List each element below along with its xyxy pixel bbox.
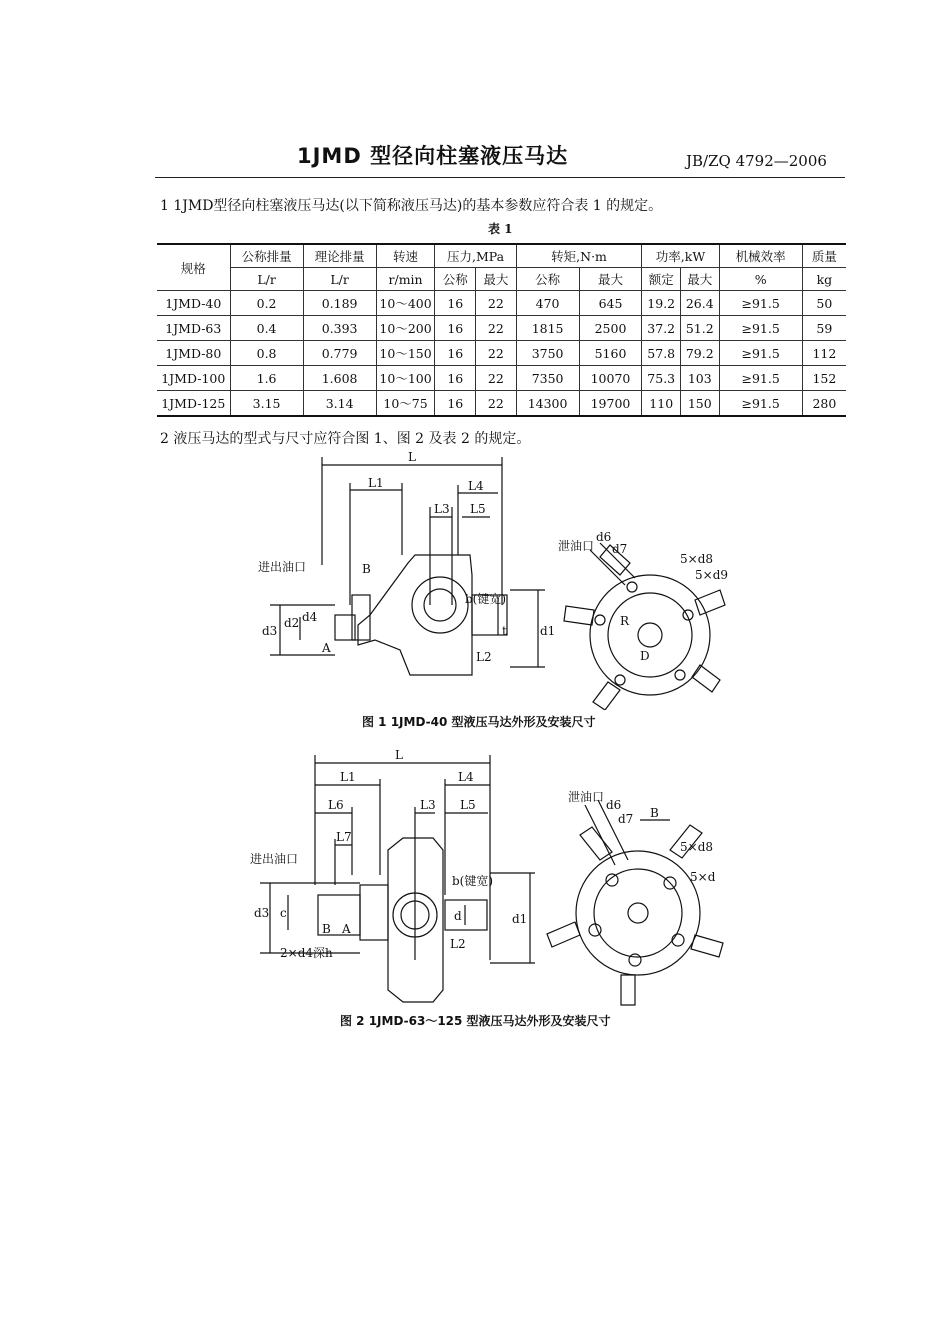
fig1-label-L2: L2 bbox=[476, 650, 492, 664]
table-cell: 10～75 bbox=[376, 391, 435, 417]
table-cell: 79.2 bbox=[681, 341, 720, 366]
table-cell: 1JMD-63 bbox=[157, 316, 230, 341]
table-cell: 16 bbox=[435, 366, 476, 391]
table-header-row-2 bbox=[157, 268, 846, 291]
table-cell: 22 bbox=[476, 341, 517, 366]
table-header-row-1 bbox=[157, 244, 846, 268]
sub-pressure-max: 最大 bbox=[476, 268, 517, 291]
table-cell: 14300 bbox=[516, 391, 579, 417]
table-cell: 16 bbox=[435, 316, 476, 341]
table-row bbox=[157, 366, 846, 391]
table-cell: 103 bbox=[681, 366, 720, 391]
header-mass: 质量 bbox=[802, 244, 846, 268]
table-cell: 19700 bbox=[579, 391, 642, 417]
table-cell: 0.8 bbox=[230, 341, 303, 366]
sub-pressure-nominal: 公称 bbox=[435, 268, 476, 291]
fig1-label-d8: 5×d8 bbox=[680, 552, 714, 566]
fig2-label-d4h: 2×d4深h bbox=[280, 946, 333, 960]
figure-1-drawing bbox=[240, 445, 740, 710]
table-cell: 16 bbox=[435, 291, 476, 316]
sub-power-rated: 额定 bbox=[642, 268, 681, 291]
standard-number: JB/ZQ 4792—2006 bbox=[686, 152, 827, 170]
table-cell: 3750 bbox=[516, 341, 579, 366]
header-spec: 规格 bbox=[157, 244, 230, 291]
fig2-label-d7: d7 bbox=[618, 812, 634, 826]
table-cell: 0.4 bbox=[230, 316, 303, 341]
table-cell: 59 bbox=[802, 316, 846, 341]
fig1-label-d7: d7 bbox=[612, 542, 628, 556]
table-caption: 表 1 bbox=[488, 222, 513, 236]
fig1-label-B: B bbox=[362, 562, 371, 576]
table-cell: 10～150 bbox=[376, 341, 435, 366]
table-cell: 470 bbox=[516, 291, 579, 316]
header-efficiency: 机械效率 bbox=[719, 244, 802, 268]
table-cell: 5160 bbox=[579, 341, 642, 366]
header-speed: 转速 bbox=[376, 244, 435, 268]
fig2-label-d3: d3 bbox=[254, 906, 270, 920]
fig2-label-L6: L6 bbox=[328, 798, 344, 812]
table-cell: 57.8 bbox=[642, 341, 681, 366]
table-cell: ≥91.5 bbox=[719, 291, 802, 316]
header-torque: 转矩,N·m bbox=[516, 244, 642, 268]
table-cell: 280 bbox=[802, 391, 846, 417]
fig1-label-A: A bbox=[322, 641, 331, 655]
table-cell: 0.2 bbox=[230, 291, 303, 316]
table-cell: 22 bbox=[476, 366, 517, 391]
table-cell: ≥91.5 bbox=[719, 366, 802, 391]
fig2-label-A: A bbox=[342, 922, 351, 936]
table-cell: 0.779 bbox=[303, 341, 376, 366]
table-row bbox=[157, 291, 846, 316]
table-cell: ≥91.5 bbox=[719, 391, 802, 417]
table-cell: 1.6 bbox=[230, 366, 303, 391]
table-cell: 0.393 bbox=[303, 316, 376, 341]
fig2-label-d9: 5×d bbox=[690, 870, 716, 884]
header-power: 功率,kW bbox=[642, 244, 719, 268]
table-cell: 22 bbox=[476, 316, 517, 341]
fig2-label-L1: L1 bbox=[340, 770, 356, 784]
fig1-label-L5: L5 bbox=[470, 502, 486, 516]
figure-2-caption: 图 2 1JMD-63～125 型液压马达外形及安装尺寸 bbox=[340, 1014, 611, 1028]
fig1-label-key: b(键宽) bbox=[465, 592, 507, 606]
table-cell: 0.189 bbox=[303, 291, 376, 316]
table-cell: 110 bbox=[642, 391, 681, 417]
table-row bbox=[157, 316, 846, 341]
table-cell: 50 bbox=[802, 291, 846, 316]
unit-mass: kg bbox=[802, 268, 846, 291]
table-cell: 10070 bbox=[579, 366, 642, 391]
fig1-label-L4: L4 bbox=[468, 479, 484, 493]
figure-2-drawing bbox=[240, 745, 750, 1010]
fig2-label-port: 进出油口 bbox=[250, 852, 299, 866]
table-cell: 26.4 bbox=[681, 291, 720, 316]
fig1-label-d9: 5×d9 bbox=[695, 568, 729, 582]
fig2-label-d8: 5×d8 bbox=[680, 840, 714, 854]
fig1-label-d2: d2 bbox=[284, 616, 300, 630]
fig1-label-R: R bbox=[620, 614, 630, 628]
table-cell: 22 bbox=[476, 291, 517, 316]
table-cell: 51.2 bbox=[681, 316, 720, 341]
unit-theory-disp: L/r bbox=[303, 268, 376, 291]
fig2-label-d1: d1 bbox=[512, 912, 528, 926]
table-cell: 1JMD-100 bbox=[157, 366, 230, 391]
unit-nominal-disp: L/r bbox=[230, 268, 303, 291]
table-cell: 19.2 bbox=[642, 291, 681, 316]
table-row bbox=[157, 341, 846, 366]
fig1-label-L: L bbox=[408, 450, 416, 464]
table-cell: 2500 bbox=[579, 316, 642, 341]
table-cell: ≥91.5 bbox=[719, 341, 802, 366]
table-cell: 3.15 bbox=[230, 391, 303, 417]
fig2-label-B: B bbox=[322, 922, 331, 936]
table-cell: 3.14 bbox=[303, 391, 376, 417]
table-row bbox=[157, 391, 846, 417]
unit-speed: r/min bbox=[376, 268, 435, 291]
page-title: 1JMD 型径向柱塞液压马达 bbox=[297, 144, 569, 168]
fig1-label-d4: d4 bbox=[302, 610, 318, 624]
fig1-label-drain: 泄油口 bbox=[558, 539, 595, 553]
table-cell: 112 bbox=[802, 341, 846, 366]
header-pressure: 压力,MPa bbox=[435, 244, 516, 268]
table-cell: 1JMD-125 bbox=[157, 391, 230, 417]
sub-torque-nominal: 公称 bbox=[516, 268, 579, 291]
figure-1-caption: 图 1 1JMD-40 型液压马达外形及安装尺寸 bbox=[362, 715, 596, 729]
table-cell: 16 bbox=[435, 391, 476, 417]
table-cell: 37.2 bbox=[642, 316, 681, 341]
table-cell: 1815 bbox=[516, 316, 579, 341]
sub-power-max: 最大 bbox=[681, 268, 720, 291]
header-rule bbox=[155, 177, 845, 178]
table-cell: 10～200 bbox=[376, 316, 435, 341]
fig1-label-port: 进出油口 bbox=[258, 560, 307, 574]
fig1-label-L3: L3 bbox=[434, 502, 450, 516]
fig2-label-L3: L3 bbox=[420, 798, 436, 812]
parameter-table bbox=[157, 243, 846, 417]
paragraph-2: 2 液压马达的型式与尺寸应符合图 1、图 2 及表 2 的规定。 bbox=[160, 431, 531, 447]
table-cell: 1JMD-40 bbox=[157, 291, 230, 316]
sub-torque-max: 最大 bbox=[579, 268, 642, 291]
table-cell: 645 bbox=[579, 291, 642, 316]
table-cell: 16 bbox=[435, 341, 476, 366]
fig2-label-Bdim: B bbox=[650, 806, 659, 820]
header-theory-disp: 理论排量 bbox=[303, 244, 376, 268]
fig1-label-d3: d3 bbox=[262, 624, 278, 638]
fig2-label-c: c bbox=[280, 906, 287, 920]
table-cell: 10～400 bbox=[376, 291, 435, 316]
table-cell: 1JMD-80 bbox=[157, 341, 230, 366]
table-cell: ≥91.5 bbox=[719, 316, 802, 341]
fig1-label-d6: d6 bbox=[596, 530, 612, 544]
unit-efficiency: % bbox=[719, 268, 802, 291]
table-cell: 7350 bbox=[516, 366, 579, 391]
fig1-label-t: t bbox=[502, 624, 507, 638]
fig2-label-L2: L2 bbox=[450, 937, 466, 951]
fig1-label-D: D bbox=[640, 649, 650, 663]
fig2-label-d: d bbox=[454, 909, 462, 923]
fig2-label-L7: L7 bbox=[336, 830, 352, 844]
fig2-label-L4: L4 bbox=[458, 770, 474, 784]
header-nominal-disp: 公称排量 bbox=[230, 244, 303, 268]
table-cell: 150 bbox=[681, 391, 720, 417]
fig2-label-d6: d6 bbox=[606, 798, 622, 812]
fig1-label-L1: L1 bbox=[368, 476, 384, 490]
fig2-label-key: b(键宽) bbox=[452, 874, 494, 888]
paragraph-1: 1 1JMD型径向柱塞液压马达(以下简称液压马达)的基本参数应符合表 1 的规定。 bbox=[160, 198, 663, 214]
fig2-label-L: L bbox=[395, 748, 403, 762]
table-cell: 1.608 bbox=[303, 366, 376, 391]
table-cell: 22 bbox=[476, 391, 517, 417]
fig2-label-drain: 泄油口 bbox=[568, 790, 605, 804]
table-cell: 152 bbox=[802, 366, 846, 391]
fig2-label-L5: L5 bbox=[460, 798, 476, 812]
table-cell: 10～100 bbox=[376, 366, 435, 391]
fig1-label-d1: d1 bbox=[540, 624, 556, 638]
table-cell: 75.3 bbox=[642, 366, 681, 391]
